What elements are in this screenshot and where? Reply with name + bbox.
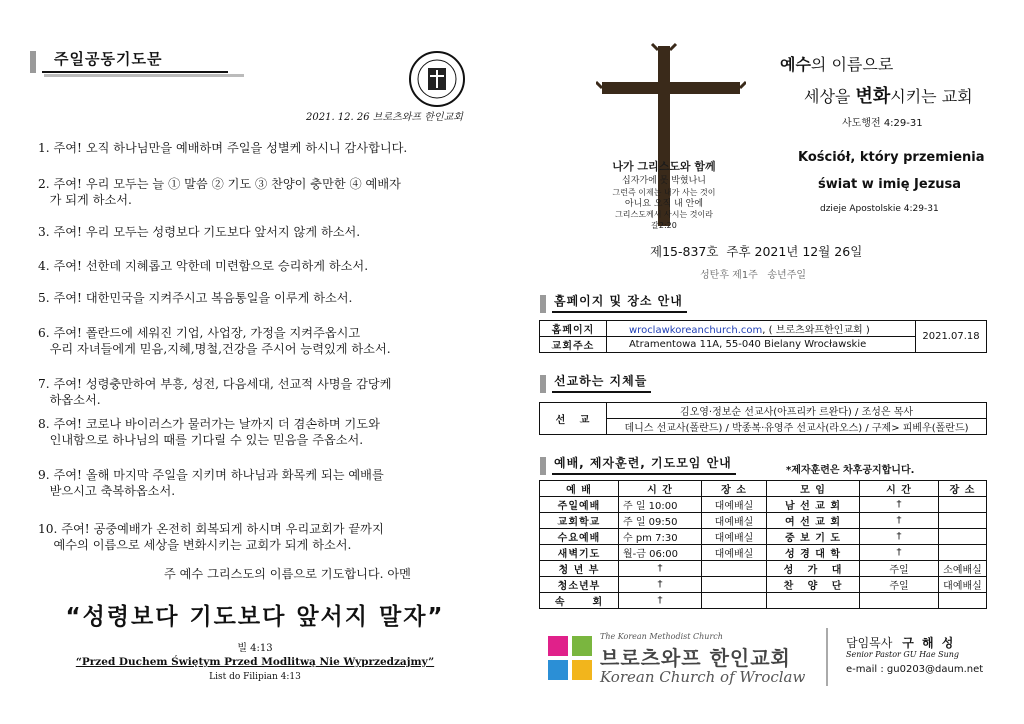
- schedule-cell: [702, 593, 767, 609]
- schedule-cell: 찬 양 단: [767, 577, 860, 593]
- cross-text-line-4: 아니요 오직 내 안에: [624, 199, 704, 209]
- prayer-item-4: 4. 주여! 선한데 지혜롭고 악한데 미련함으로 승리하게 하소서.: [38, 259, 369, 273]
- prayer-item-2: 2. 주여! 우리 모두는 늘 ① 말씀 ② 기도 ③ 찬양이 충만한 ④ 예배자 가 되게 하소서.: [38, 177, 401, 207]
- homepage-cell: wroclawkoreanchurch.com, ( 브로츠와프한인교회 ): [607, 321, 916, 337]
- schedule-cell: 여 선 교 회: [767, 513, 860, 529]
- schedule-cell: 속 회: [540, 593, 619, 609]
- motto-change: 변화: [855, 86, 891, 107]
- homepage-table: [539, 320, 987, 353]
- schedule-note: *제자훈련은 차후공지합니다.: [786, 465, 915, 476]
- table-row: [540, 593, 987, 609]
- schedule-header: 시 간: [619, 481, 702, 497]
- prayer-section-title: 주일공동기도문: [42, 48, 228, 73]
- schedule-cell: 주 일 09:50: [619, 513, 702, 529]
- schedule-cell: 성 경 대 학: [767, 545, 860, 561]
- pastor-name-english: Senior Pastor GU Hae Sung: [846, 650, 960, 659]
- schedule-cell: [702, 577, 767, 593]
- mission-label: 선 교: [540, 403, 607, 435]
- schedule-cell: 대예배실: [702, 545, 767, 561]
- slogan-polish: “Przed Duchem Świętym Przed Modlitwą Nie Wyprzedzajmy”: [75, 656, 435, 668]
- prayer-section-header: [30, 48, 228, 73]
- cross-text-line-2: 십자가에 못 박혔나니: [622, 176, 706, 186]
- section-marker: [540, 295, 546, 313]
- schedule-cell: [702, 561, 767, 577]
- schedule-cell: 성 가 대: [767, 561, 860, 577]
- homepage-section-title: 홈페이지 및 장소 안내: [552, 292, 687, 313]
- mission-row-2: 데니스 선교사(폴란드) / 박종복·유영주 선교사(라오스) / 구제> 피베우(폴란드): [607, 419, 987, 435]
- cross-text-line-5: 그리스도께서 사시는 것이라: [615, 210, 713, 219]
- motto-polish-2: świat w imię Jezusa: [818, 177, 962, 192]
- table-row: [540, 497, 987, 513]
- motto-line-1: [780, 52, 893, 75]
- schedule-cell: †: [619, 577, 702, 593]
- logo-square-blue: [548, 660, 568, 680]
- schedule-header: 예 배: [540, 481, 619, 497]
- homepage-section-header: [540, 292, 687, 313]
- divider: [826, 628, 828, 686]
- motto-polish-reference: dzieje Apostolskie 4:29-31: [820, 204, 939, 214]
- schedule-header: 장 소: [939, 481, 987, 497]
- schedule-cell: [939, 593, 987, 609]
- logo-square-yellow: [572, 660, 592, 680]
- schedule-cell: 청 년 부: [540, 561, 619, 577]
- homepage-note: ( 브로츠와프한인교회 ): [768, 325, 870, 336]
- motto-line-2: [804, 82, 973, 108]
- prayer-item-7: 7. 주여! 성령충만하여 부흥, 성전, 다음세대, 선교적 사명을 감당케 하옵소서.: [38, 377, 392, 407]
- schedule-cell: †: [860, 513, 939, 529]
- update-date: 2021.07.18: [916, 321, 987, 353]
- schedule-cell: 수 pm 7:30: [619, 529, 702, 545]
- season-line: 성탄후 제1주 송년주일: [700, 270, 807, 281]
- schedule-cell: [860, 593, 939, 609]
- schedule-cell: [939, 513, 987, 529]
- schedule-header: 모 임: [767, 481, 860, 497]
- cross-artwork-icon: [596, 42, 746, 232]
- schedule-cell: [939, 497, 987, 513]
- church-logo-icon: [548, 636, 592, 680]
- prayer-item-10: 10. 주여! 공중예배가 온전히 회복되게 하시며 우리교회가 끝까지 예수의 이름으로 세상을 변화시키는 교회가 되게 하소서.: [38, 522, 384, 552]
- schedule-header: 시 간: [860, 481, 939, 497]
- schedule-cell: †: [860, 545, 939, 561]
- prayer-item-5: 5. 주여! 대한민국을 지켜주시고 복음통일을 이루게 하소서.: [38, 291, 353, 305]
- pastor-line: [846, 634, 955, 651]
- section-marker: [540, 457, 546, 475]
- schedule-cell: [939, 529, 987, 545]
- motto-line2-a: 세상을: [804, 87, 856, 106]
- schedule-header: 장 소: [702, 481, 767, 497]
- schedule-cell: †: [860, 497, 939, 513]
- address-label: 교회주소: [540, 337, 607, 353]
- mission-table: [539, 402, 987, 435]
- schedule-cell: 주일: [860, 577, 939, 593]
- schedule-cell: 수요예배: [540, 529, 619, 545]
- schedule-cell: 주 일 10:00: [619, 497, 702, 513]
- homepage-label: 홈페이지: [540, 321, 607, 337]
- mission-section-title: 선교하는 지체들: [552, 372, 651, 393]
- address-value: Atramentowa 11A, 55-040 Bielany Wrocławskie: [607, 337, 916, 353]
- prayer-item-9: 9. 주여! 올해 마지막 주일을 지키며 하나님과 화목케 되는 예배를 받으시고 축복하옵소서.: [38, 468, 384, 498]
- schedule-cell: 대예배실: [702, 497, 767, 513]
- prayer-item-1: 1. 주여! 오직 하나님만을 예배하며 주일을 성별케 하시니 감사합니다.: [38, 141, 408, 155]
- prayer-item-6: 6. 주여! 폴란드에 세워진 기업, 사업장, 가정을 지켜주옵시고 우리 자녀들에게 믿음,지혜,명철,건강을 주시어 능력있게 하소서.: [38, 326, 391, 356]
- pastor-name: 구 해 성: [902, 636, 956, 650]
- prayer-item-8: 8. 주여! 코로나 바이러스가 물러가는 날까지 더 겸손하며 기도와 인내함으로 하나님의 때를 기다릴 수 있는 믿음을 주옵소서.: [38, 417, 380, 447]
- schedule-cell: †: [860, 529, 939, 545]
- issue-line: 제15-837호 주후 2021년 12월 26일: [650, 244, 863, 259]
- schedule-cell: [767, 593, 860, 609]
- pastor-email[interactable]: e-mail : gu0203@daum.net: [846, 664, 984, 675]
- schedule-cell: 주일: [860, 561, 939, 577]
- table-row: [540, 513, 987, 529]
- schedule-cell: 중 보 기 도: [767, 529, 860, 545]
- homepage-link[interactable]: wroclawkoreanchurch.com: [629, 325, 763, 336]
- schedule-table: [539, 480, 987, 609]
- schedule-cell: 대예배실: [702, 513, 767, 529]
- cross-text-line-1: 나가 그리스도와 함께: [612, 160, 716, 173]
- logo-square-pink: [548, 636, 568, 656]
- schedule-cell: 월-금 06:00: [619, 545, 702, 561]
- logo-square-green: [572, 636, 592, 656]
- motto-reference: 사도행전 4:29-31: [842, 118, 923, 129]
- cross-text-line-6: 갈2:20: [651, 221, 677, 230]
- schedule-section-header: [540, 454, 736, 475]
- slogan-reference: 빌 4:13: [237, 643, 273, 654]
- motto-line1-rest: 의 이름으로: [810, 55, 894, 74]
- slogan: “성령보다 기도보다 앞서지 말자”: [65, 604, 445, 630]
- schedule-section-title: 예배, 제자훈련, 기도모임 안내: [552, 454, 736, 475]
- schedule-cell: 대예배실: [702, 529, 767, 545]
- pastor-title: 담임목사: [846, 636, 893, 650]
- motto-polish-1: Kościół, który przemienia: [798, 150, 985, 165]
- prayer-item-3: 3. 주여! 우리 모두는 성령보다 기도보다 앞서지 않게 하소서.: [38, 225, 361, 239]
- prayer-closing: 주 예수 그리스도의 이름으로 기도합니다. 아멘: [164, 567, 411, 581]
- cross-text-line-3: 그런즉 이제는 내가 사는 것이: [612, 188, 716, 197]
- section-marker: [540, 375, 546, 393]
- slogan-polish-reference: List do Filipian 4:13: [209, 672, 301, 682]
- schedule-cell: 주일예배: [540, 497, 619, 513]
- church-name-english: Korean Church of Wroclaw: [600, 668, 806, 686]
- table-row: [540, 561, 987, 577]
- schedule-cell: 소예배실: [939, 561, 987, 577]
- schedule-cell: 청소년부: [540, 577, 619, 593]
- church-name-en-small: The Korean Methodist Church: [600, 632, 723, 641]
- schedule-cell: 새벽기도: [540, 545, 619, 561]
- schedule-cell: 남 선 교 회: [767, 497, 860, 513]
- section-underline-shadow: [44, 74, 244, 77]
- table-row: [540, 577, 987, 593]
- church-seal-icon: [408, 50, 466, 108]
- mission-row-1: 김오영·정보순 선교사(아프리카 르완다) / 조성은 목사: [607, 403, 987, 419]
- schedule-cell: 대예배실: [939, 577, 987, 593]
- table-row: [540, 545, 987, 561]
- motto-jesus: 예수: [780, 55, 811, 74]
- church-name-korean: 브로츠와프 한인교회: [600, 646, 791, 670]
- schedule-cell: 교회학교: [540, 513, 619, 529]
- motto-line2-c: 시키는 교회: [890, 87, 973, 106]
- table-row: [540, 529, 987, 545]
- schedule-cell: [939, 545, 987, 561]
- section-marker: [30, 51, 36, 73]
- schedule-header-row: [540, 481, 987, 497]
- mission-section-header: [540, 372, 651, 393]
- schedule-cell: †: [619, 593, 702, 609]
- prayer-date-line: 2021. 12. 26 브로츠와프 한인교회: [306, 112, 463, 123]
- schedule-cell: †: [619, 561, 702, 577]
